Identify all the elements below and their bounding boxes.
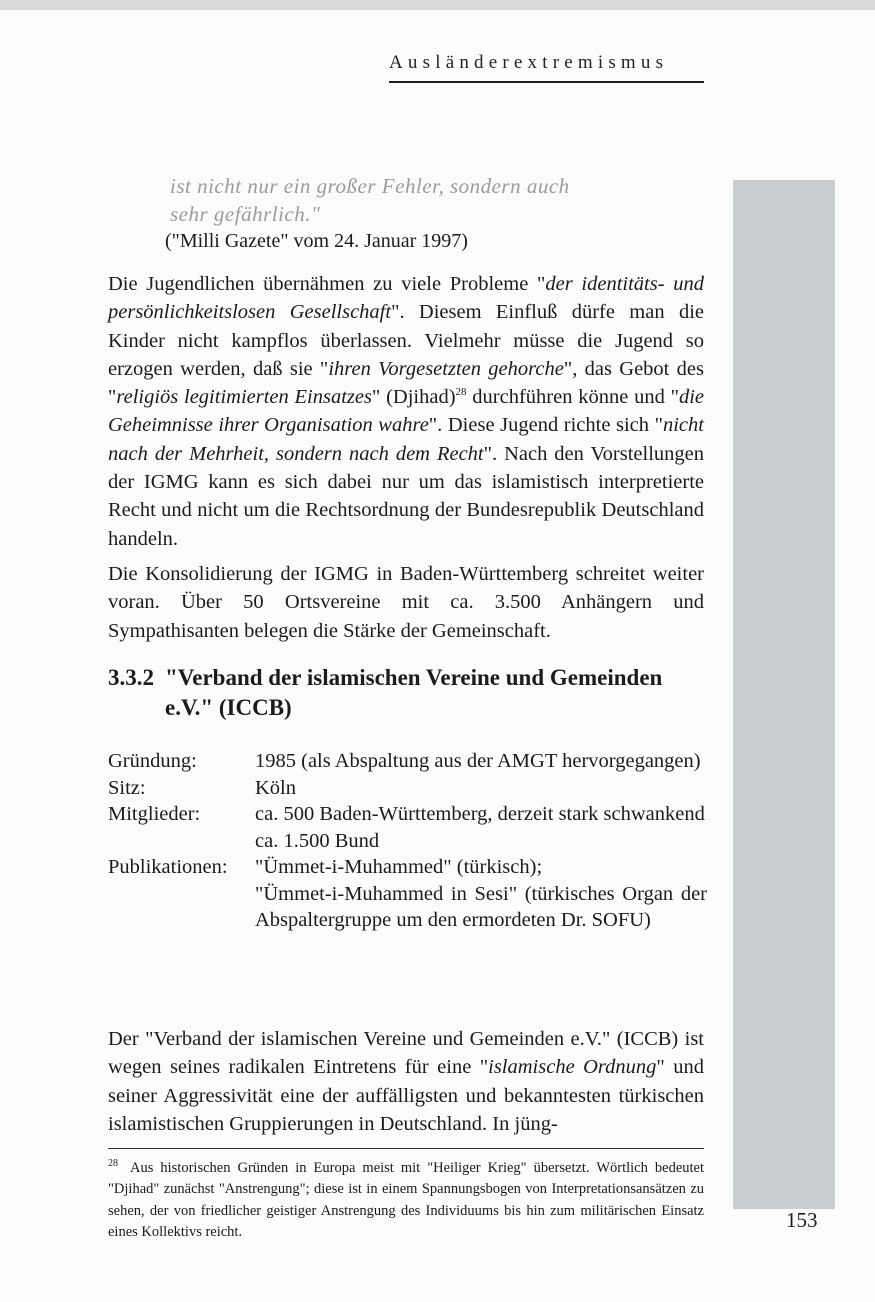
italic-run: der identitäts- und persönlichkeitslosen Gesellschaft [108, 273, 704, 324]
fact-term: Gründung: [108, 750, 197, 772]
fact-desc: ca. 500 Baden-Württemberg, derzeit stark schwankend [255, 803, 705, 825]
section-title-line-1: "Verband der islamischen Vereine und Gemeinden [165, 665, 663, 690]
text-run: ". Diese Jugend richte sich " [428, 414, 663, 437]
fact-desc: 1985 (als Abspaltung aus der AMGT hervorgegangen) [255, 750, 701, 772]
fact-row [108, 775, 708, 802]
text-run: ", das Gebot des " [108, 357, 705, 409]
fact-term: Publikationen: [108, 856, 228, 878]
fact-row [108, 854, 708, 881]
paragraph-3 [108, 1025, 704, 1138]
section-title-line-2: e.V." (ICCB) [165, 695, 292, 720]
italic-run: die Geheimnisse ihrer Organisation wahre [108, 386, 704, 437]
text-run: " (Djihad) [371, 386, 456, 409]
footnote-rule [108, 1148, 704, 1149]
fact-term: Sitz: [108, 776, 146, 799]
fact-desc: "Ümmet-i-Muhammed in Sesi" (türkisches Organ der Abspaltergruppe um den ermordeten Dr. SOFU) [255, 882, 707, 931]
page-number: 153 [786, 1208, 818, 1232]
header-rule [389, 81, 704, 83]
text-run: Der "Verband der islamischen Vereine und Gemeinden e.V." (ICCB) ist wegen seines radikalen Eintretens für eine " [108, 1028, 704, 1079]
quote-text [170, 172, 690, 228]
section-heading [108, 663, 708, 723]
paragraph-2: Die Konsolidierung der IGMG in Baden-Württemberg schreitet weiter voran. Über 50 Ortsvereine mit ca. 3.500 Anhängern und Sympathisanten belegen die Stärke der Gemeinschaft. [108, 563, 704, 642]
italic-run: religiös legitimierten Einsatzes [116, 386, 372, 409]
text-run: " und seiner Aggressivität eine der auffälligsten und bekanntesten türkischen islamistischen Gruppierungen in Deutschland. In jüng- [108, 1056, 704, 1135]
footnote-text: Aus historischen Gründen in Europa meist mit "Heiliger Krieg" übersetzt. Wörtlich bedeutet "Djihad" zunächst "Anstrengung"; diese ist in einem Spannungsbogen von Interpretationsansätzen zu sehen, der von friedlicher geistiger Anstrengung des Individuums bis hin zum militärischen Einsatz eines Kollektivs reicht. [108, 1159, 704, 1241]
text-run: ". Nach den Vorstellungen der IGMG kann es sich dabei nur um das islamistisch interpretierte Recht und nicht um die Rechtsordnung der Bundesrepublik Deutschland handeln. [108, 442, 704, 550]
side-margin-bar [733, 180, 835, 1209]
text-run: durchführen könne und " [466, 386, 679, 409]
footnote-mark: 28 [108, 1158, 118, 1169]
fact-row [108, 748, 708, 775]
paragraph-1 [108, 270, 704, 553]
quote-source: ("Milli Gazete" vom 24. Januar 1997) [165, 230, 468, 252]
fact-row [108, 801, 708, 828]
organization-facts [108, 748, 708, 934]
fact-row [108, 828, 708, 855]
italic-run: islamische Ordnung [488, 1056, 657, 1079]
fact-term: Mitglieder: [108, 803, 201, 825]
text-run: Die Jugendlichen übernähmen zu viele Probleme " [108, 273, 546, 295]
italic-run: nicht nach der Mehrheit, sondern nach dem Recht [108, 414, 704, 465]
fact-desc: Köln [255, 776, 296, 799]
section-number: 3.3.2 [108, 665, 154, 690]
fact-term [108, 881, 255, 934]
fact-desc: ca. 1.500 Bund [255, 829, 380, 852]
footnote-reference[interactable]: 28 [455, 386, 467, 399]
quote-line-2: sehr gefährlich." [170, 202, 321, 226]
fact-term [108, 828, 255, 855]
running-header: Ausländerextremismus [389, 52, 669, 73]
footnote [108, 1153, 704, 1244]
text-run: ". Diesem Einfluß dürfe man die Kinder nicht kampflos überlassen. Vielmehr müsse die Jugend so erzogen werden, daß sie " [108, 301, 704, 380]
quote-line-1: ist nicht nur ein großer Fehler, sondern auch [170, 174, 570, 198]
fact-desc: "Ümmet-i-Muhammed" (türkisch); [255, 856, 543, 878]
italic-run: ihren Vorgesetzten gehorche [328, 357, 564, 380]
fact-row [108, 881, 708, 934]
